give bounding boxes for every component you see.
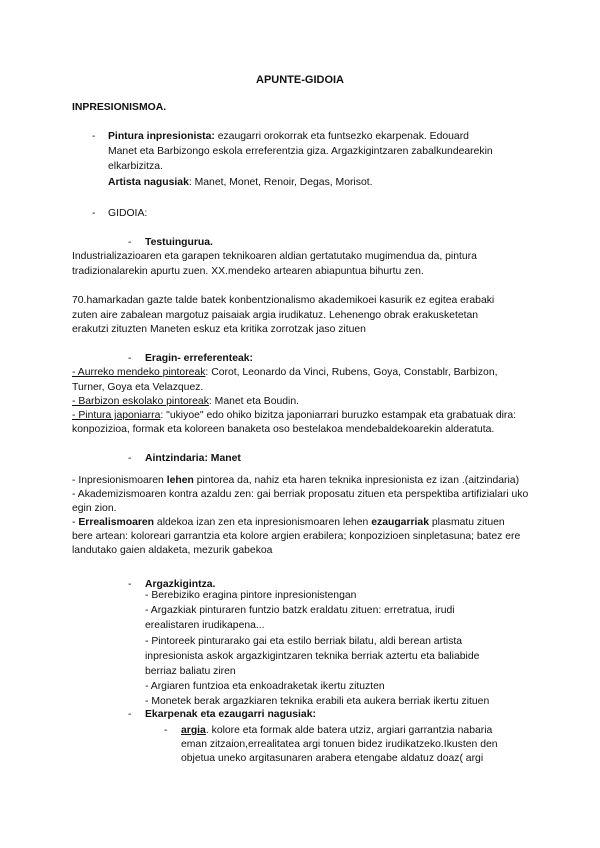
section-heading: INPRESIONISMOA.: [72, 102, 167, 113]
testuingurua-heading: Testuingurua.: [145, 237, 213, 248]
eragin-line-5: konpozizioa, formak eta koloreen banaketa oso bestelakoa mendebaldekoarekin alderatuta.: [72, 424, 495, 435]
intro-line-3: elkarbizitza.: [108, 161, 163, 172]
aintzindaria-b3-l1: [72, 516, 505, 530]
list-item: inpresionista askok argazkigintzaren teknika berriak aztertu eta baliabide: [145, 650, 480, 662]
aintzindaria-b3-pre: -: [72, 517, 79, 528]
eragin-link-japoniarra: - Pintura japoniarra: [72, 410, 161, 421]
testuingurua-p2-l3: erakutzi zituzten Maneten eskuz eta kritika zorrotzak jaso zituen: [72, 324, 366, 335]
eragin-link-barbizon: - Barbizon eskolako pintoreak: [72, 396, 209, 407]
testuingurua-p2-l2: zuten aire zabalean margotuz paisaiak argia irudikatuz. Lehenengo obrak erakusketetan: [72, 310, 479, 321]
bullet-dash: -: [128, 453, 132, 464]
eragin-line-2: Turner, Goya eta Velazquez.: [72, 382, 204, 393]
list-item: - Argiaren funtzioa eta enkoadraketak ikertu zituzten: [145, 681, 385, 693]
argia-label: argia: [181, 725, 206, 736]
bullet-dash: -: [128, 353, 132, 364]
list-item: erealistaren irudikapena...: [145, 620, 265, 632]
eragin-line-3-text: : Manet eta Boudin.: [208, 396, 300, 407]
bullet-dash: -: [128, 237, 132, 248]
testuingurua-p1-l1: Industrializazioaren eta garapen teknikoaren aldian gertatutako mugimendua da, pintura: [72, 251, 477, 262]
aintzindaria-b3-mid: aldekoa izan zen eta inpresionismoaren lehen: [154, 517, 372, 528]
aintzindaria-b3-bold2: ezaugarriak: [371, 517, 429, 528]
page-title: APUNTE-GIDOIA: [256, 74, 344, 86]
eragin-line-4-text: : "ukiyoe" edo ohiko bizitza japoniarrari buruzko estampak eta grabatuak dira:: [160, 410, 517, 421]
aintzindaria-b2-l1: - Akademizismoaren kontra azaldu zen: gai berriak proposatu zituen eta perspektiba artifizialari uko: [72, 489, 529, 500]
eragin-link-aurreko: - Aurreko mendeko pintoreak: [72, 367, 206, 378]
list-item: - Monetek berak argazkiaren teknika erabili eta aukera berriak ikertu zituen: [145, 696, 490, 708]
aintzindaria-b1-bold: lehen: [166, 475, 194, 486]
aintzindaria-b1-rest: pintorea da, nahiz eta haren teknika inpresionista ez izan .(aitzindaria): [193, 475, 520, 486]
aintzindaria-b3-l2: bere artean: koloreari garrantzia eta kolore argien erabilera; konpozizioen sinpletasuna; batez ere: [72, 531, 521, 542]
intro-line-1: [108, 130, 548, 144]
aintzindaria-b1-pre: - Inpresionismoaren: [72, 475, 167, 486]
intro-line-1-text: ezaugarri orokorrak eta funtsezko ekarpenak. Edouard: [214, 131, 469, 142]
testuingurua-p2-l1: 70.hamarkadan gazte talde batek konbentzionalismo akademikoei kasurik ez egitea erabaki: [72, 295, 495, 306]
bullet-dash: -: [164, 725, 168, 736]
eragin-heading: Eragin- erreferenteak:: [145, 353, 253, 364]
argia-line-1-text: . kolore eta formak alde batera utziz, argiari garrantzia nabaria: [205, 725, 493, 736]
list-item: - Berebiziko eragina pintore inpresionistengan: [145, 590, 357, 601]
aintzindaria-b2-l2: egin zion.: [72, 503, 117, 514]
testuingurua-p1-l2: tradizionalarekin apurtu zuen. XX.mendeko artearen abiapuntua bihurtu zen.: [72, 266, 424, 277]
bullet-dash: -: [128, 579, 132, 590]
artists-label: Artista nagusiak: [108, 177, 189, 188]
argia-line-2: eman zitzaion,errealitatea argi tonuen bidez irudikatzeko.Ikusten den: [181, 739, 498, 750]
eragin-line-4: [72, 409, 542, 423]
gidoia-label: GIDOIA:: [108, 208, 148, 219]
list-item: - Argazkiak pinturaren funtzio batzk eraldatu zituen: erretratua, irudi: [145, 605, 455, 617]
aintzindaria-b1: [72, 474, 519, 488]
argia-line-1: [181, 724, 492, 738]
artists-list: : Manet, Monet, Renoir, Degas, Morisot.: [188, 177, 373, 188]
aintzindaria-b3-l3: landutako gaien aldaketa, mezurik gabekoa: [72, 545, 273, 556]
bullet-dash: -: [92, 208, 96, 219]
argia-line-3: objetua uneko argitasunaren arabera etengabe aldatuz doaz( argi: [181, 753, 484, 764]
eragin-line-3: [72, 395, 299, 409]
bullet-dash: -: [92, 131, 96, 142]
intro-label: Pintura inpresionista:: [108, 131, 215, 142]
aintzindaria-heading: Aintzindaria: Manet: [145, 453, 241, 464]
artists-line: [108, 176, 373, 190]
bullet-dash: -: [128, 709, 132, 720]
argazkigintza-heading: Argazkigintza.: [145, 579, 216, 590]
ekarpenak-heading: Ekarpenak eta ezaugarri nagusiak:: [145, 709, 316, 720]
eragin-line-1-text: : Corot, Leonardo da Vinci, Rubens, Goya, Constablr, Barbizon,: [205, 367, 498, 378]
eragin-line-1: [72, 366, 498, 380]
aintzindaria-b3-bold1: Errealismoaren: [78, 517, 155, 528]
argazkigintza-list: [145, 588, 489, 710]
intro-line-2: Manet eta Barbizongo eskola erreferentzia giza. Argazkigintzaren zabalkundearekin: [108, 146, 493, 157]
list-item: - Pintoreek pinturarako gai eta estilo berriak bilatu, aldi berean artista: [145, 635, 463, 647]
aintzindaria-b3-rest: plasmatu zituen: [429, 517, 505, 528]
list-item: berriaz baliatu ziren: [145, 665, 236, 677]
